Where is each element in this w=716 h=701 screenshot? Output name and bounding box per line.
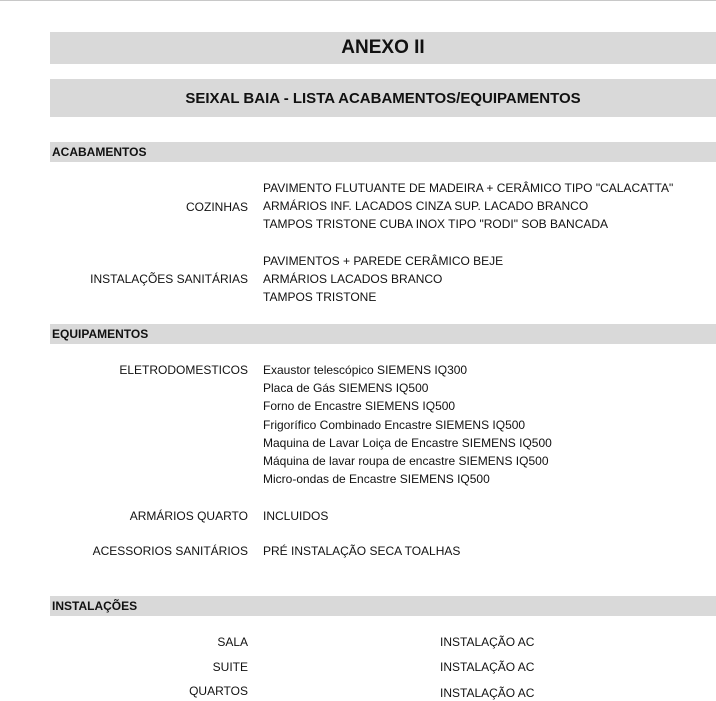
item-list-acessorios-sanitarios	[263, 542, 460, 560]
document-title-band	[50, 32, 716, 64]
row-value-quartos: INSTALAÇÃO AC	[440, 686, 535, 700]
list-item: Forno de Encastre SIEMENS IQ500	[263, 399, 456, 414]
document-subtitle-band	[50, 79, 716, 117]
list-item: Placa de Gás SIEMENS IQ500	[263, 381, 429, 396]
item-list-eletrodomesticos	[263, 361, 552, 488]
list-item: TAMPOS TRISTONE CUBA INOX TIPO "RODI" SOB BANCADA	[263, 217, 609, 232]
row-label-sala: SALA	[217, 635, 248, 649]
list-item: ARMÁRIOS LACADOS BRANCO	[263, 272, 443, 287]
item-list-cozinhas	[263, 179, 673, 234]
row-label-armarios-quarto: ARMÁRIOS QUARTO	[129, 509, 248, 523]
item-list-armarios-quarto	[263, 507, 328, 525]
section-heading-label: INSTALAÇÕES	[52, 599, 138, 613]
document-title: ANEXO II	[341, 37, 425, 58]
section-heading-acabamentos	[50, 142, 716, 162]
list-item: INCLUIDOS	[263, 509, 329, 523]
section-heading-instalacoes	[50, 596, 716, 616]
row-label-cozinhas: COZINHAS	[185, 200, 248, 214]
row-label-acessorios-sanitarios: ACESSORIOS SANITÁRIOS	[92, 544, 248, 558]
item-list-instalacoes-sanitarias	[263, 252, 503, 307]
row-label-quartos: QUARTOS	[189, 684, 248, 698]
list-item: Maquina de Lavar Loiça de Encastre SIEMENS IQ500	[263, 435, 552, 450]
row-value-suite: INSTALAÇÃO AC	[440, 660, 535, 674]
list-item: PRÉ INSTALAÇÃO SECA TOALHAS	[263, 544, 461, 558]
list-item: PAVIMENTO FLUTUANTE DE MADEIRA + CERÂMICO TIPO "CALACATTA"	[263, 181, 674, 195]
list-item: Micro-ondas de Encastre SIEMENS IQ500	[263, 472, 490, 487]
section-heading-label: ACABAMENTOS	[52, 145, 147, 159]
row-label-suite: SUITE	[212, 660, 248, 674]
list-item: Exaustor telescópico SIEMENS IQ300	[263, 363, 468, 377]
document-subtitle: SEIXAL BAIA - LISTA ACABAMENTOS/EQUIPAMENTOS	[185, 89, 581, 107]
list-item: Frigorífico Combinado Encastre SIEMENS IQ500	[263, 417, 526, 432]
row-label-eletrodomesticos: ELETRODOMESTICOS	[119, 363, 248, 377]
section-heading-label: EQUIPAMENTOS	[52, 327, 149, 341]
list-item: Máquina de lavar roupa de encastre SIEMENS IQ500	[263, 453, 549, 468]
row-value-sala: INSTALAÇÃO AC	[440, 635, 535, 649]
list-item: ARMÁRIOS INF. LACADOS CINZA SUP. LACADO BRANCO	[263, 199, 589, 214]
top-border-line	[0, 0, 716, 1]
section-heading-equipamentos	[50, 324, 716, 344]
row-label-instalacoes-sanitarias: INSTALAÇÕES SANITÁRIAS	[90, 272, 248, 286]
list-item: PAVIMENTOS + PAREDE CERÂMICO BEJE	[263, 254, 504, 268]
list-item: TAMPOS TRISTONE	[263, 290, 377, 305]
